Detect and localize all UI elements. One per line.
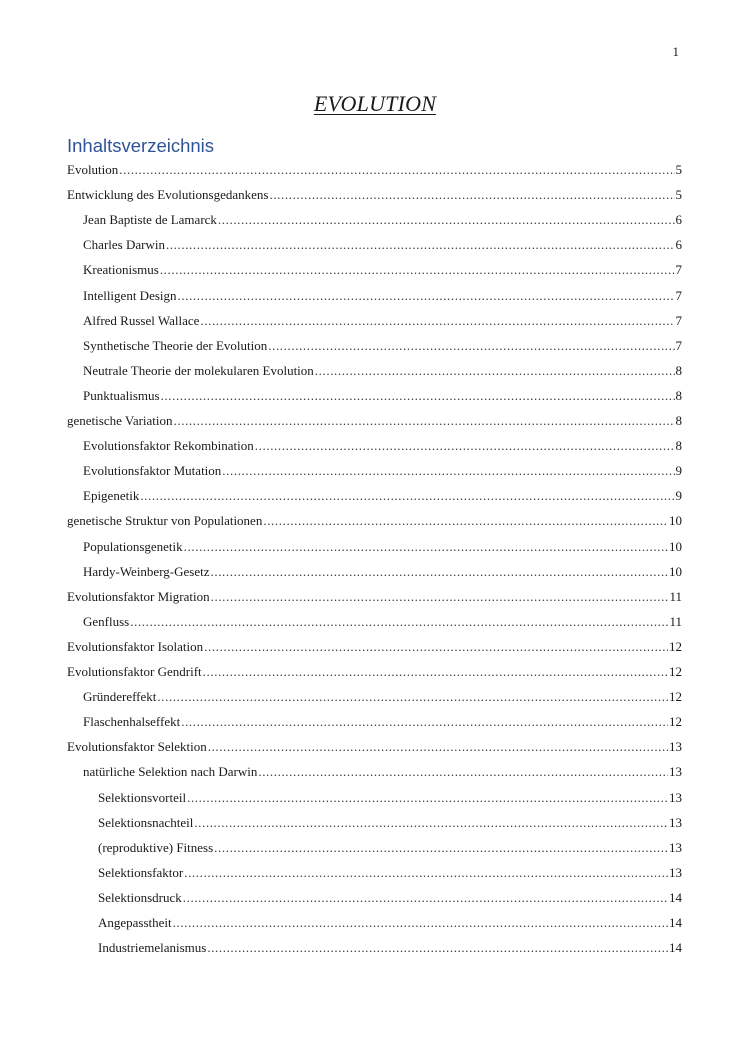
toc-entry-page: 12 <box>669 714 682 730</box>
toc-entry-title: Selektionsvorteil <box>98 789 187 805</box>
toc-entry-page: 9 <box>675 463 682 479</box>
toc-entry-page: 11 <box>669 588 682 604</box>
toc-entry[interactable] <box>67 409 682 429</box>
toc-entry-page: 10 <box>669 538 682 554</box>
toc-entry-title: Selektionsfaktor <box>98 864 184 880</box>
toc-entry-title: Evolutionsfaktor Mutation <box>83 463 222 479</box>
toc-dot-leader <box>211 564 669 580</box>
toc-entry-title: Entwicklung des Evolutionsgedankens <box>67 187 269 203</box>
toc-entry-page: 8 <box>675 438 682 454</box>
toc-entry-title: genetische Struktur von Populationen <box>67 513 263 529</box>
toc-entry-title: Selektionsnachteil <box>98 814 194 830</box>
toc-entry-title: (reproduktive) Fitness <box>98 839 214 855</box>
toc-entry-title: Epigenetik <box>83 488 140 504</box>
toc-entry[interactable] <box>83 560 682 580</box>
toc-entry[interactable] <box>83 258 682 278</box>
toc-entry-title: natürliche Selektion nach Darwin <box>83 764 258 780</box>
toc-entry[interactable] <box>67 735 682 755</box>
toc-entry-title: Genfluss <box>83 613 130 629</box>
toc-entry[interactable] <box>83 484 682 504</box>
toc-entry[interactable] <box>83 710 682 730</box>
page-number: 1 <box>672 44 679 59</box>
toc-dot-leader <box>183 890 668 906</box>
toc-dot-leader <box>173 915 668 931</box>
document-title: EVOLUTION <box>313 91 437 116</box>
toc-entry-page: 10 <box>669 513 682 529</box>
toc-entry-title: Evolutionsfaktor Isolation <box>67 638 204 654</box>
toc-entry[interactable] <box>83 384 682 404</box>
toc-entry-page: 7 <box>675 262 682 278</box>
toc-entry-page: 13 <box>669 839 682 855</box>
toc-entry[interactable] <box>83 434 682 454</box>
toc-entry[interactable] <box>67 660 682 680</box>
toc-entry[interactable] <box>98 911 682 931</box>
toc-dot-leader <box>200 313 674 329</box>
toc-dot-leader <box>207 940 668 956</box>
toc-entry-page: 14 <box>669 915 682 930</box>
toc-entry-title: Hardy-Weinberg-Gesetz <box>83 563 210 579</box>
toc-entry-page: 12 <box>669 689 682 705</box>
toc-entry-page: 11 <box>669 613 682 629</box>
toc-entry-page: 7 <box>675 312 682 328</box>
toc-entry[interactable] <box>83 284 682 304</box>
toc-dot-leader <box>208 739 668 755</box>
toc-entry[interactable] <box>83 233 682 253</box>
toc-entry-page: 7 <box>675 287 682 303</box>
toc-entry[interactable] <box>98 861 682 881</box>
toc-entry-page: 13 <box>669 814 682 830</box>
toc-entry[interactable] <box>67 635 682 655</box>
toc-entry-title: Charles Darwin <box>83 237 165 253</box>
toc-entry[interactable] <box>67 509 682 529</box>
toc-dot-leader <box>269 187 674 203</box>
toc-entry-page: 14 <box>669 889 682 905</box>
toc-entry[interactable] <box>98 811 682 831</box>
toc-dot-leader <box>218 212 675 228</box>
toc-entry-page: 13 <box>669 864 682 880</box>
toc-entry[interactable] <box>98 886 682 906</box>
toc-entry-page: 13 <box>669 789 682 805</box>
toc-entry-title: Evolutionsfaktor Rekombination <box>83 438 254 454</box>
toc-dot-leader <box>130 614 668 630</box>
toc-entry[interactable] <box>83 359 682 379</box>
toc-entry[interactable] <box>98 936 682 956</box>
toc-dot-leader <box>181 714 668 730</box>
toc-entry-page: 7 <box>675 337 682 353</box>
toc-entry-title: Gründereffekt <box>83 689 157 705</box>
toc-entry-title: genetische Variation <box>67 413 173 428</box>
toc-entry-title: Kreationismus <box>83 262 159 278</box>
toc-dot-leader <box>315 363 675 379</box>
toc-dot-leader <box>174 413 675 429</box>
toc-entry-title: Selektionsdruck <box>98 889 182 905</box>
toc-dot-leader <box>255 438 675 454</box>
toc-dot-leader <box>222 463 674 479</box>
toc-entry-page: 12 <box>669 664 682 679</box>
toc-entry[interactable] <box>67 183 682 203</box>
toc-dot-leader <box>268 338 674 354</box>
toc-entry-page: 5 <box>675 162 682 177</box>
toc-dot-leader <box>166 237 675 253</box>
toc-entry-page: 8 <box>675 362 682 378</box>
toc-entry-page: 6 <box>675 237 682 253</box>
toc-dot-leader <box>184 539 668 555</box>
toc-entry-page: 12 <box>669 638 682 654</box>
toc-entry-title: Jean Baptiste de Lamarck <box>83 212 217 228</box>
toc-dot-leader <box>263 513 668 529</box>
toc-entry-title: Synthetische Theorie der Evolution <box>83 337 268 353</box>
toc-entry-title: Populationsgenetik <box>83 538 183 554</box>
toc-entry-title: Evolutionsfaktor Migration <box>67 588 210 604</box>
toc-dot-leader <box>203 664 668 680</box>
toc-dot-leader <box>178 288 675 304</box>
toc-entry[interactable] <box>83 760 682 780</box>
toc-entry-title: Evolutionsfaktor Gendrift <box>67 664 202 679</box>
toc-entry-page: 13 <box>669 739 682 755</box>
toc-entry-page: 8 <box>675 387 682 403</box>
toc-entry-title: Neutrale Theorie der molekularen Evolution <box>83 362 314 378</box>
toc-entry[interactable] <box>67 585 682 605</box>
toc-entry[interactable] <box>83 535 682 555</box>
toc-entry-title: Industriemelanismus <box>98 940 207 956</box>
toc-heading: Inhaltsverzeichnis <box>67 135 215 156</box>
toc-dot-leader <box>119 162 674 178</box>
toc-entry-page: 10 <box>669 563 682 579</box>
toc-dot-leader <box>160 262 675 278</box>
toc-entry[interactable] <box>98 786 682 806</box>
toc-dot-leader <box>184 865 668 881</box>
toc-entry-title: Punktualismus <box>83 387 160 403</box>
toc-entry[interactable] <box>83 685 682 705</box>
toc-dot-leader <box>194 815 668 831</box>
toc-entry-page: 13 <box>669 764 682 780</box>
toc-dot-leader <box>211 589 669 605</box>
toc-entry-title: Angepasstheit <box>98 915 172 930</box>
toc-dot-leader <box>157 689 668 705</box>
toc-entry-title: Intelligent Design <box>83 287 177 303</box>
toc-entry[interactable] <box>83 208 682 228</box>
toc-dot-leader <box>258 764 668 780</box>
toc-dot-leader <box>140 488 674 504</box>
toc-entry[interactable] <box>83 459 682 479</box>
toc-entry[interactable] <box>83 334 682 354</box>
toc-entry[interactable] <box>98 836 682 856</box>
toc-entry-title: Alfred Russel Wallace <box>83 312 200 328</box>
toc-dot-leader <box>214 840 668 856</box>
toc-dot-leader <box>187 790 668 806</box>
toc-entry[interactable] <box>83 610 682 630</box>
toc-entry-page: 6 <box>675 212 682 228</box>
toc-entry-title: Evolutionsfaktor Selektion <box>67 739 207 755</box>
toc-entry-page: 14 <box>669 940 682 956</box>
toc-dot-leader <box>161 388 675 404</box>
toc-entry-title: Evolution <box>67 162 119 177</box>
toc-entry[interactable] <box>83 309 682 329</box>
toc-entry-title: Flaschenhalseffekt <box>83 714 181 730</box>
toc-entry-page: 9 <box>675 488 682 504</box>
toc-entry[interactable] <box>67 158 682 178</box>
toc-entry-page: 5 <box>675 187 682 203</box>
toc-dot-leader <box>204 639 668 655</box>
toc-entry-page: 8 <box>675 413 682 428</box>
